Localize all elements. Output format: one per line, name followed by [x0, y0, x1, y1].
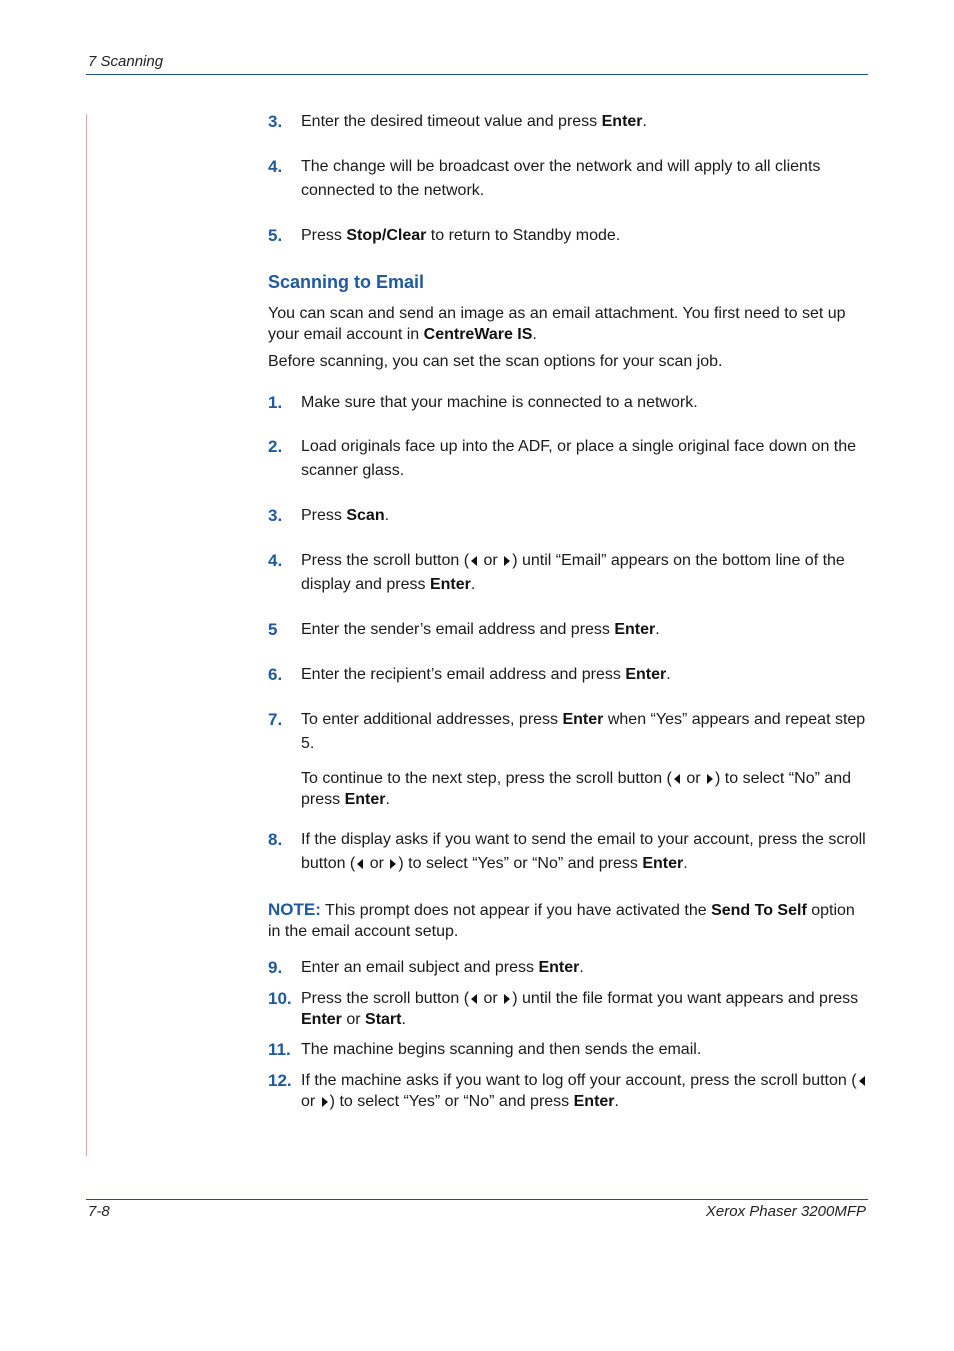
step-5-stop-clear: 5. Press Stop/Clear to return to Standby mode. [268, 224, 868, 248]
running-header: 7 Scanning [88, 53, 164, 70]
step-number: 3. [268, 112, 283, 131]
scroll-left-arrow-icon [471, 556, 477, 566]
step-6-recipient: 6. Enter the recipient’s email address and press Enter. [268, 665, 671, 684]
margin-rule [86, 114, 87, 1156]
header-rule [86, 74, 868, 75]
step-number: 4. [268, 157, 283, 176]
step-4-broadcast: 4. The change will be broadcast over the network and will apply to all clients connected to the network. [268, 157, 821, 199]
section-heading: Scanning to Email [268, 272, 425, 292]
step-1: 1. Make sure that your machine is connected to a network. [268, 393, 698, 412]
scroll-left-arrow-icon [859, 1076, 865, 1086]
scroll-right-arrow-icon [707, 774, 713, 784]
step-3-scan: 3. Press Scan. [268, 506, 390, 525]
step-8-account: 8. If the display asks if you want to send the email to your account, press the scroll button ( or ) to select “Yes” or “No” and press Enter. [268, 830, 866, 872]
scroll-right-arrow-icon [390, 859, 396, 869]
page-number: 7-8 [88, 1203, 110, 1220]
step-9-subject: 9. Enter an email subject and press Enter. [268, 958, 584, 977]
step-3-timeout: 3. Enter the desired timeout value and press Enter. [268, 110, 868, 134]
step-11-begins-scanning: 11. The machine begins scanning and then sends the email. [268, 1040, 702, 1059]
section-intro: You can scan and send an image as an email attachment. You first need to set up your email account in CentreWare IS. [268, 305, 846, 343]
step-12-log-off: 12. If the machine asks if you want to log off your account, press the scroll button ( or ) to select “Yes” or “No” and press Enter. [268, 1070, 868, 1112]
step-10-file-format: 10. Press the scroll button ( or ) until the file format you want appears and press Enter or Start. [268, 989, 859, 1028]
step-7-continue: To continue to the next step, press the scroll button ( or ) to select “No” and press Enter. [301, 770, 852, 808]
note: NOTE: This prompt does not appear if you have activated the Send To Self option in the email account setup. [268, 900, 855, 940]
section-intro-2: Before scanning, you can set the scan options for your scan job. [268, 353, 723, 370]
step-number: 5. [268, 226, 283, 245]
scroll-right-arrow-icon [504, 994, 510, 1004]
scroll-right-arrow-icon [322, 1097, 328, 1107]
step-4-scroll: 4. Press the scroll button ( or ) until “Email” appears on the bottom line of the display and press Enter. [268, 551, 845, 593]
step-2: 2. Load originals face up into the ADF, or place a single original face down on the scanner glass. [268, 437, 857, 479]
scroll-left-arrow-icon [357, 859, 363, 869]
step-7-additional: 7. To enter additional addresses, press Enter when “Yes” appears and repeat step 5. [268, 710, 866, 752]
step-5-sender: 5 Enter the sender’s email address and press Enter. [268, 620, 660, 639]
product-name: Xerox Phaser 3200MFP [705, 1203, 866, 1220]
scroll-left-arrow-icon [674, 774, 680, 784]
footer-rule [86, 1199, 868, 1200]
scroll-right-arrow-icon [504, 556, 510, 566]
scroll-left-arrow-icon [471, 994, 477, 1004]
